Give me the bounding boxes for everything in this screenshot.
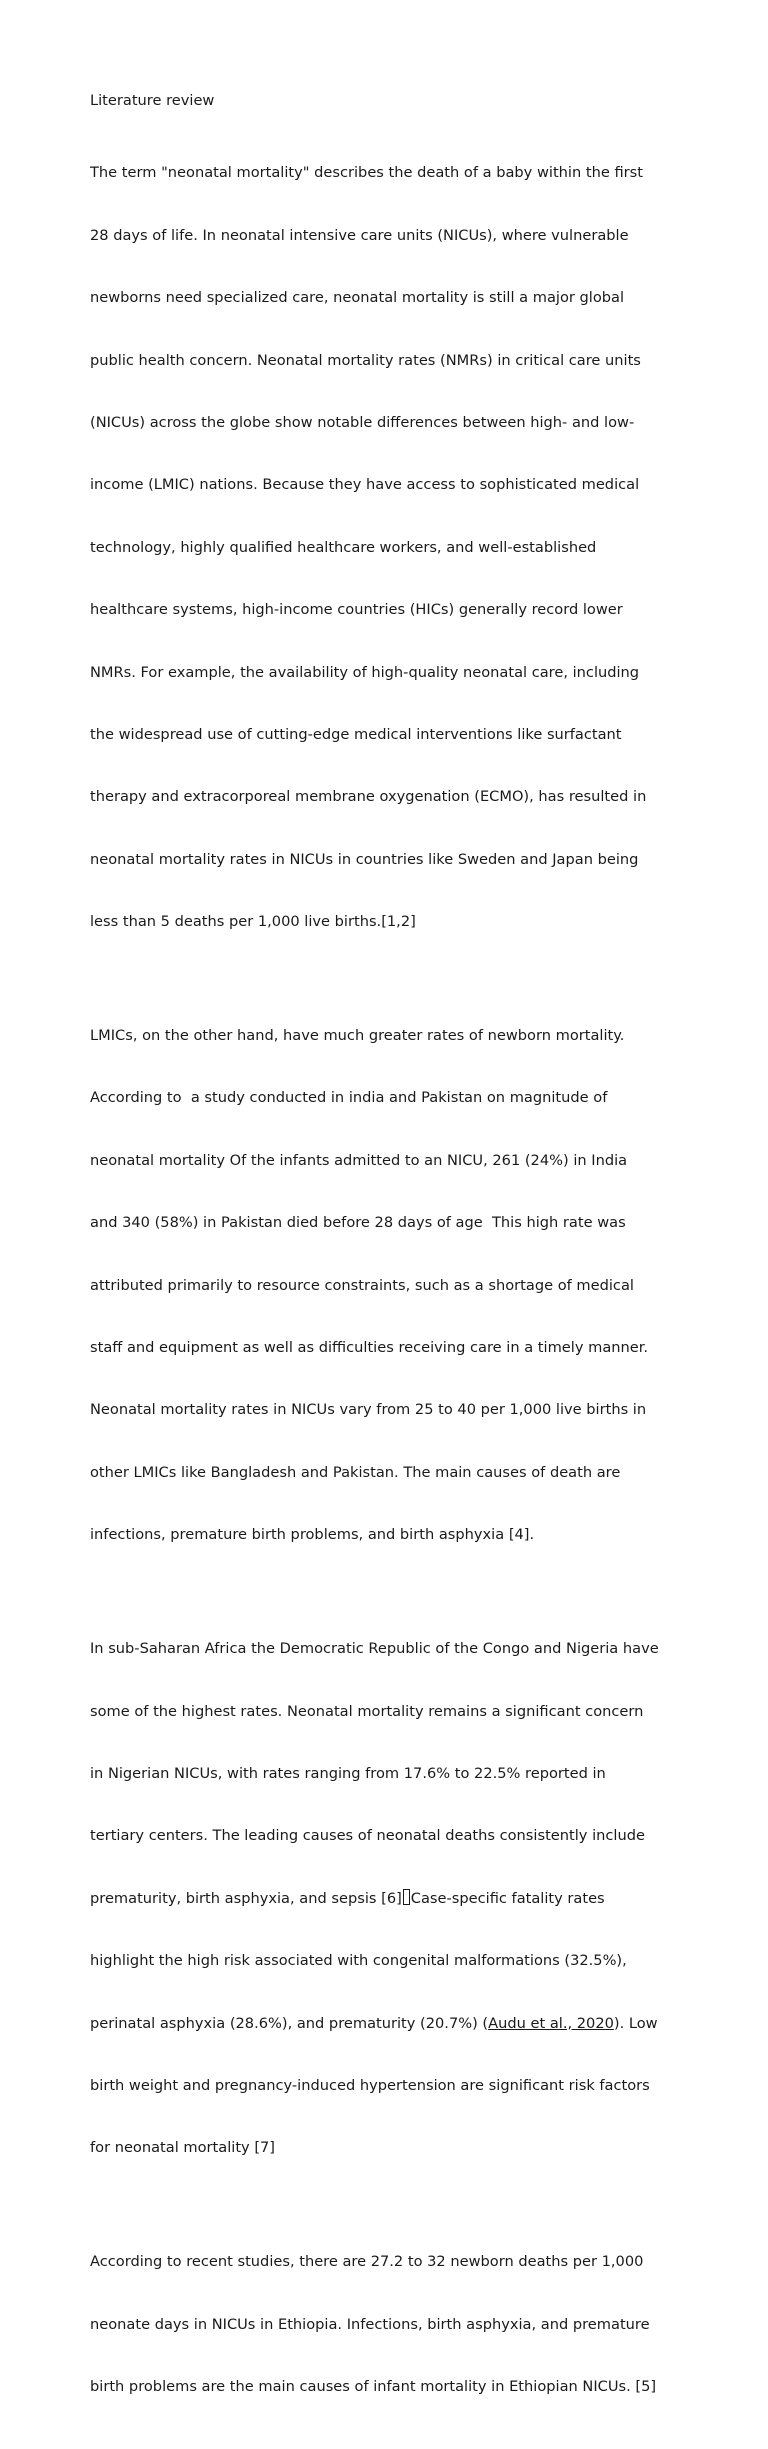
text-line: infections, premature birth problems, and birth asphyxia [4]. xyxy=(90,1526,535,1544)
text-line: birth problems are the main causes of infant mortality in Ethiopian NICUs. [5] xyxy=(90,2378,657,2396)
text-line: (NICUs) across the globe show notable differences between high- and low- xyxy=(90,413,635,431)
paragraph-sub-saharan xyxy=(90,1598,690,2201)
text-line: and 340 (58%) in Pakistan died before 28 days of age This high rate was xyxy=(90,1214,626,1232)
text-line: neonate days in NICUs in Ethiopia. Infections, birth asphyxia, and premature xyxy=(90,2315,650,2333)
text-line: In sub-Saharan Africa the Democratic Republic of the Congo and Nigeria have xyxy=(90,1640,659,1658)
paragraph-intro xyxy=(90,122,690,975)
text-line: tertiary centers. The leading causes of neonatal deaths consistently include xyxy=(90,1827,645,1845)
text-line: Neonatal mortality rates in NICUs vary from 25 to 40 per 1,000 live births in xyxy=(90,1401,647,1419)
text-line: staff and equipment as well as difficulties receiving care in a timely manner. xyxy=(90,1339,649,1357)
text-line: The term "neonatal mortality" describes the death of a baby within the first xyxy=(90,164,643,182)
text-run: ). Low xyxy=(613,2014,658,2032)
text-line xyxy=(90,1889,690,1910)
text-line: newborns need specialized care, neonatal mortality is still a major global xyxy=(90,289,625,307)
text-line: other LMICs like Bangladesh and Pakistan. The main causes of death are xyxy=(90,1463,621,1481)
text-line: income (LMIC) nations. Because they have access to sophisticated medical xyxy=(90,476,640,494)
text-line: highlight the high risk associated with congenital malformations (32.5%), xyxy=(90,1952,627,1970)
citation-link-audu-2020[interactable]: Audu et al., 2020 xyxy=(488,2014,614,2032)
text-line: neonatal mortality Of the infants admitted to an NICU, 261 (24%) in India xyxy=(90,1151,628,1169)
text-line: According to a study conducted in india and Pakistan on magnitude of xyxy=(90,1089,608,1107)
text-line: healthcare systems, high-income countries (HICs) generally record lower xyxy=(90,601,623,619)
text-line: therapy and extracorporeal membrane oxygenation (ECMO), has resulted in xyxy=(90,788,647,806)
text-line: less than 5 deaths per 1,000 live births.[1,2] xyxy=(90,913,416,931)
text-line: neonatal mortality rates in NICUs in countries like Sweden and Japan being xyxy=(90,850,639,868)
text-line: for neonatal mortality [7] xyxy=(90,2139,276,2157)
text-line: According to recent studies, there are 27.2 to 32 newborn deaths per 1,000 xyxy=(90,2253,644,2271)
text-run: prematurity, birth asphyxia, and sepsis [6] xyxy=(90,1889,402,1907)
paragraph-lmics xyxy=(90,984,690,1587)
text-run: Case-specific fatality rates xyxy=(410,1889,605,1907)
text-line: attributed primarily to resource constraints, such as a shortage of medical xyxy=(90,1276,634,1294)
section-heading: Literature review xyxy=(90,92,215,109)
text-line xyxy=(90,2014,690,2035)
text-line: the widespread use of cutting-edge medical interventions like surfactant xyxy=(90,725,622,743)
text-line: some of the highest rates. Neonatal mortality remains a significant concern xyxy=(90,1702,644,1720)
text-line: NMRs. For example, the availability of high-quality neonatal care, including xyxy=(90,663,640,681)
text-line: birth weight and pregnancy-induced hypertension are significant risk factors xyxy=(90,2076,650,2094)
paragraph-ethiopia xyxy=(90,2211,690,2440)
text-line: 28 days of life. In neonatal intensive care units (NICUs), where vulnerable xyxy=(90,226,629,244)
text-line: public health concern. Neonatal mortality rates (NMRs) in critical care units xyxy=(90,351,641,369)
text-run: perinatal asphyxia (28.6%), and prematurity (20.7%) ( xyxy=(90,2014,489,2032)
text-line: LMICs, on the other hand, have much greater rates of newborn mortality. xyxy=(90,1027,625,1045)
text-line: in Nigerian NICUs, with rates ranging from 17.6% to 22.5% reported in xyxy=(90,1764,606,1782)
document-body xyxy=(90,91,690,2449)
text-line: technology, highly qualified healthcare workers, and well-established xyxy=(90,538,597,556)
missing-glyph-icon xyxy=(403,1889,410,1905)
